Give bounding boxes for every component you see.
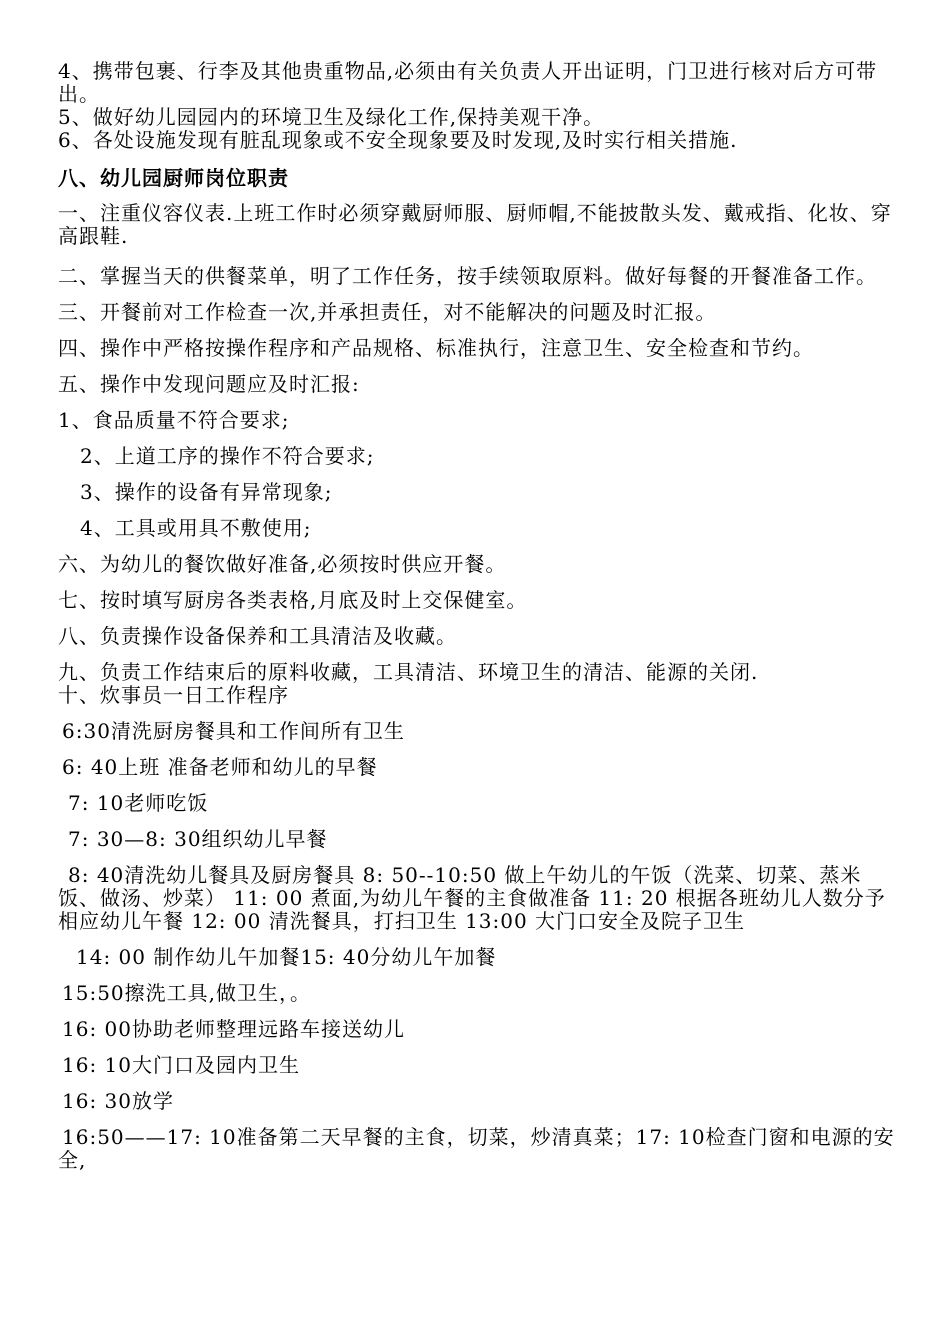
document-page — [58, 60, 898, 1172]
duty-item-10: 十、炊事员一日工作程序 — [58, 683, 289, 707]
duty-item-8: 八、负责操作设备保养和工具清洁及收藏。 — [58, 624, 457, 648]
schedule-item: 7: 30—8: 30组织幼儿早餐 — [68, 827, 328, 851]
schedule-item: 14: 00 制作幼儿午加餐15: 40分幼儿午加餐 — [76, 945, 497, 969]
schedule-item: 7: 10老师吃饭 — [68, 791, 209, 815]
schedule-item: 15:50擦洗工具,做卫生，。 — [62, 981, 311, 1005]
problem-item-2: 2、上道工序的操作不符合要求; — [80, 444, 375, 468]
schedule-item: 8: 40清洗幼儿餐具及厨房餐具 8: 50--10:50 做上午幼儿的午饭（洗菜、切菜、蒸米饭、做汤、炒菜） 11: 00 煮面,为幼儿午餐的主食做准备 11: 20 根据各班幼儿人数分予相应幼儿午餐 12: 00 清洗餐具，打扫卫生 13:00 大门口安全及院子卫生 — [58, 863, 886, 933]
duty-item-6: 六、为幼儿的餐饮做好准备,必须按时供应开餐。 — [58, 552, 507, 576]
schedule-item: 16: 00协助老师整理远路车接送幼儿 — [62, 1017, 405, 1041]
schedule-item: 16: 10大门口及园内卫生 — [62, 1053, 300, 1077]
duty-item-5: 五、操作中发现问题应及时汇报: — [58, 372, 360, 396]
section-heading: 八、幼儿园厨师岗位职责 — [58, 166, 289, 190]
schedule-item: 6: 40上班 准备老师和幼儿的早餐 — [62, 755, 378, 779]
schedule-item: 16:50——17: 10准备第二天早餐的主食，切菜，炒清真菜；17: 10检查门窗和电源的安全, — [58, 1125, 895, 1172]
schedule-item: 6:30清洗厨房餐具和工作间所有卫生 — [62, 719, 405, 743]
gatekeeper-item-4: 4、携带包裹、行李及其他贵重物品,必须由有关负责人开出证明，门卫进行核对后方可带出。 — [58, 59, 878, 106]
duty-item-4: 四、操作中严格按操作程序和产品规格、标准执行，注意卫生、安全检查和节约。 — [58, 336, 814, 360]
schedule-item: 16: 30放学 — [62, 1089, 174, 1113]
duty-item-2: 二、掌握当天的供餐菜单，明了工作任务，按手续领取原料。做好每餐的开餐准备工作。 — [58, 264, 877, 288]
duty-item-9: 九、负责工作结束后的原料收藏，工具清洁、环境卫生的清洁、能源的关闭. — [58, 660, 759, 684]
gatekeeper-item-5: 5、做好幼儿园园内的环境卫生及绿化工作,保持美观干净。 — [58, 105, 605, 129]
gatekeeper-item-6: 6、各处设施发现有脏乱现象或不安全现象要及时发现,及时实行相关措施. — [58, 128, 738, 152]
duty-item-7: 七、按时填写厨房各类表格,月底及时上交保健室。 — [58, 588, 528, 612]
problem-item-3: 3、操作的设备有异常现象; — [80, 480, 333, 504]
duty-item-3: 三、开餐前对工作检查一次,并承担责任，对不能解决的问题及时汇报。 — [58, 300, 717, 324]
problem-item-1: 1、食品质量不符合要求; — [58, 408, 290, 432]
duty-item-1: 一、注重仪容仪表.上班工作时必须穿戴厨师服、厨师帽,不能披散头发、戴戒指、化妆、穿高跟鞋. — [58, 201, 892, 248]
problem-item-4: 4、工具或用具不敷使用; — [80, 516, 312, 540]
